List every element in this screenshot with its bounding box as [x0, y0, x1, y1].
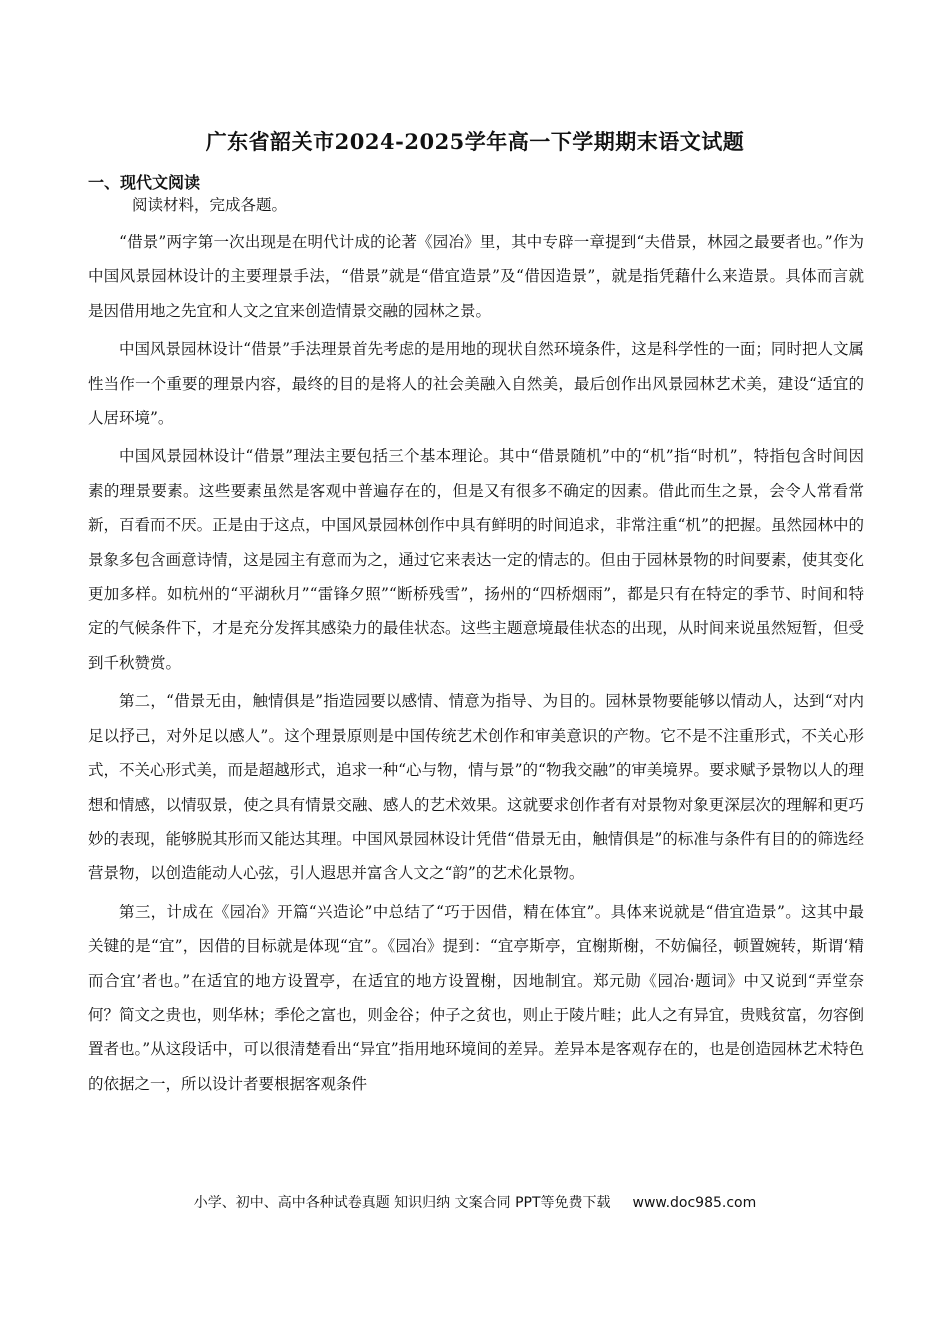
passage-paragraph: 中国风景园林设计“借景”手法理景首先考虑的是用地的现状自然环境条件，这是科学性的一面；同时把人文属性当作一个重要的理景内容，最终的目的是将人的社会美融入自然美，最后创作出风景园林艺术美，建设“适宜的人居环境”。 — [88, 340, 864, 428]
reading-instruction: 阅读材料，完成各题。 — [132, 196, 288, 214]
page-title: 广东省韶关市2024-2025学年高一下学期期末语文试题 — [205, 129, 745, 154]
footer-site: www.doc985.com — [632, 1195, 757, 1211]
page-footer — [0, 1192, 950, 1212]
footer-text: 小学、初中、高中各种试卷真题 知识归纳 文案合同 PPT等免费下载 — [193, 1195, 611, 1211]
passage-paragraph: 第二，“借景无由，触情俱是”指造园要以感情、情意为指导、为目的。园林景物要能够以情动人，达到“对内足以抒己，对外足以感人”。这个理景原则是中国传统艺术创作和审美意识的产物。它不是不注重形式，不关心形式，不关心形式美，而是超越形式，追求一种“心与物，情与景”的“物我交融”的审美境界。要求赋予景物以人的理想和情感，以情驭景，使之具有情景交融、感人的艺术效果。这就要求创作者有对景物对象更深层次的理解和更巧妙的表现，能够脱其形而又能达其理。中国风景园林设计凭借“借景无由，触情俱是”的标准与条件有目的的筛选经营景物，以创造能动人心弦，引人遐思并富含人文之“韵”的艺术化景物。 — [88, 692, 864, 883]
passage-paragraph: 中国风景园林设计“借景”理法主要包括三个基本理论。其中“借景随机”中的“机”指“时机”，特指包含时间因素的理景要素。这些要素虽然是客观中普遍存在的，但是又有很多不确定的因素。借此而生之景，会令人常看常新，百看而不厌。正是由于这点，中国风景园林创作中具有鲜明的时间追求，非常注重“机”的把握。虽然园林中的景象多包含画意诗情，这是园主有意而为之，通过它来表达一定的情志的。但由于园林景物的时间要素，使其变化更加多样。如杭州的“平湖秋月”“雷锋夕照”“断桥残雪”，扬州的“四桥烟雨”，都是只有在特定的季节、时间和特定的气候条件下，才是充分发挥其感染力的最佳状态。这些主题意境最佳状态的出现，从时间来说虽然短暂，但受到千秋赞赏。 — [88, 447, 864, 672]
section-heading: 一、现代文阅读 — [88, 173, 201, 192]
passage-paragraph: 第三，计成在《园冶》开篇“兴造论”中总结了“巧于因借，精在体宜”。具体来说就是“借宜造景”。这其中最关键的是“宜”，因借的目标就是体现“宜”。《园冶》提到：“宜亭斯亭，宜榭斯榭，不妨偏径，顿置婉转，斯谓‘精而合宜’者也。”在适宜的地方设置亭，在适宜的地方设置榭，因地制宜。郑元勋《园冶·题词》中又说到“弄堂奈何？简文之贵也，则华林；季伦之富也，则金谷；仲子之贫也，则止于陵片畦；此人之有异宜，贵贱贫富，勿容倒置者也。”从这段话中，可以很清楚看出“异宜”指用地环境间的差异。差异本是客观存在的，也是创造园林艺术特色的依据之一，所以设计者要根据客观条件 — [88, 902, 864, 1093]
reading-passage — [88, 225, 864, 1101]
passage-paragraph: “借景”两字第一次出现是在明代计成的论著《园冶》里，其中专辟一章提到“夫借景，林园之最要者也。”作为中国风景园林设计的主要理景手法，“借景”就是“借宜造景”及“借因造景”，就是指凭藉什么来造景。具体而言就是因借用地之先宜和人文之宜来创造情景交融的园林之景。 — [88, 233, 864, 320]
